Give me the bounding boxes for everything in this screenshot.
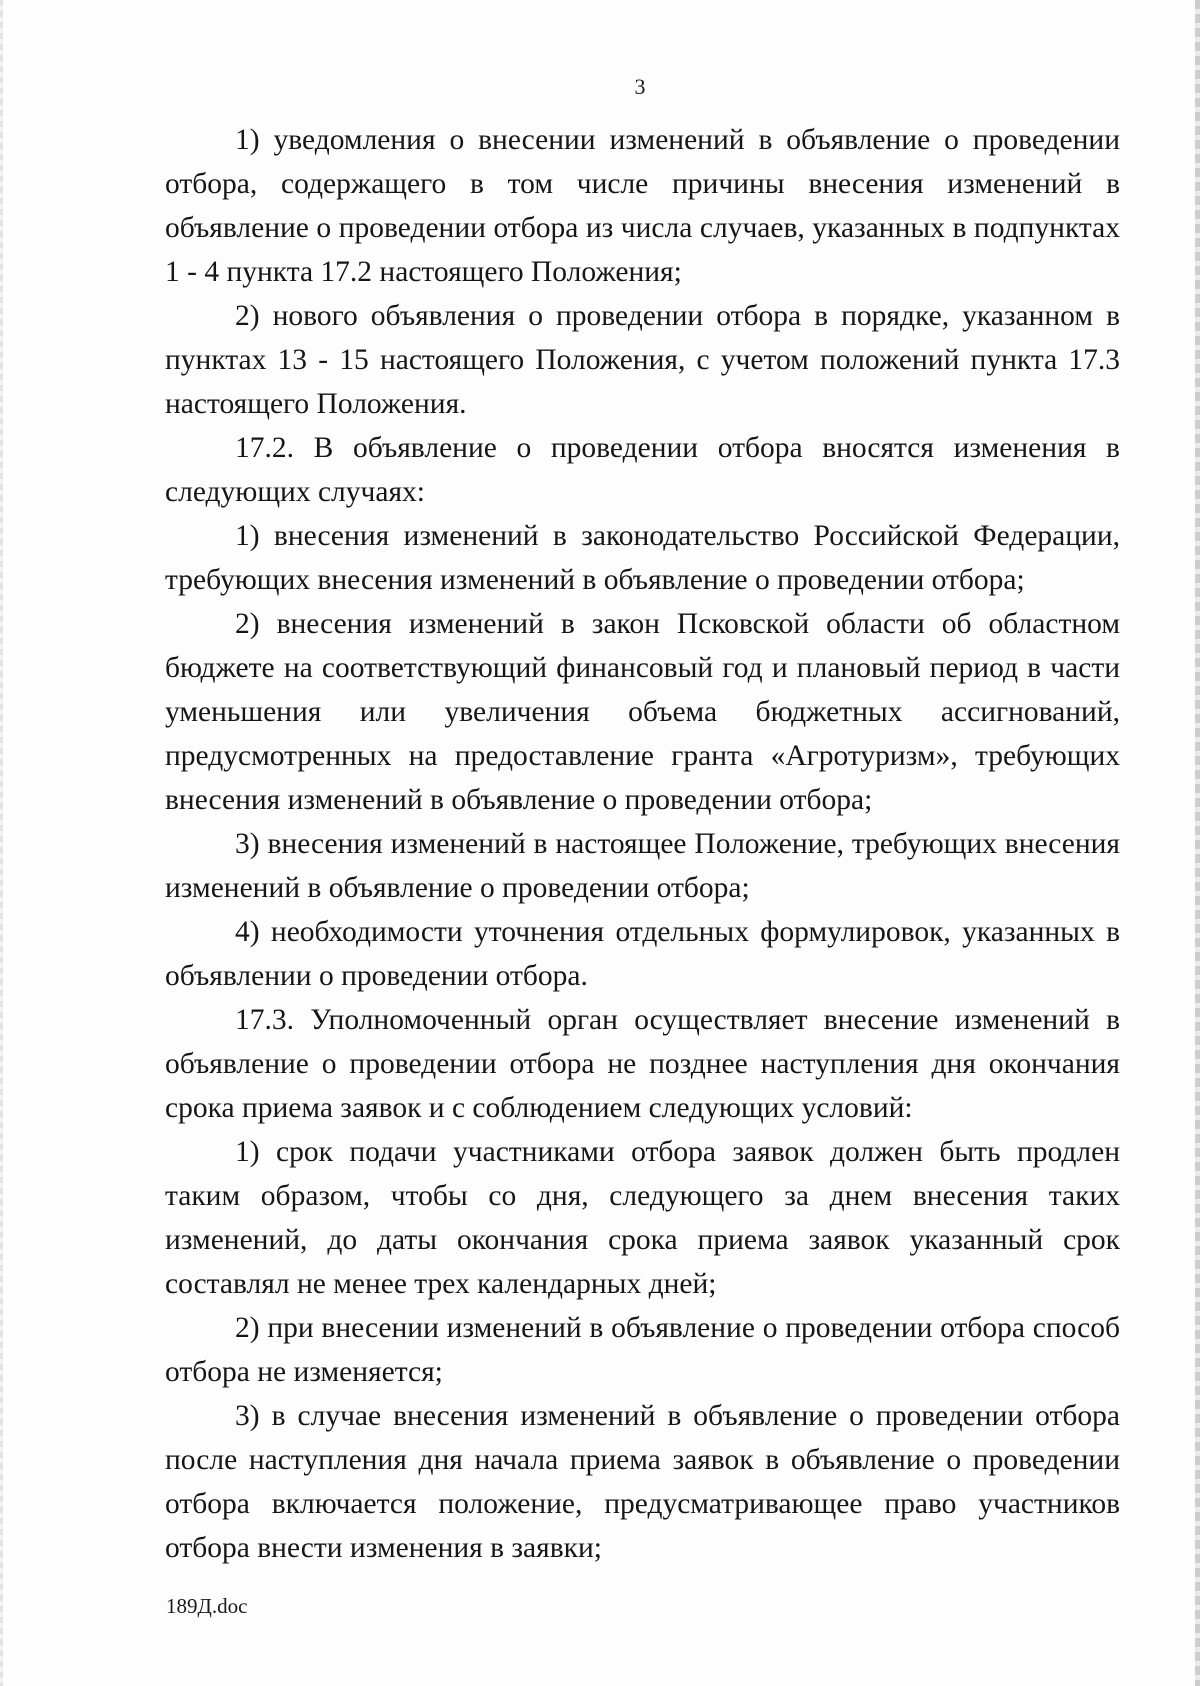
paragraph: 1) срок подачи участниками отбора заявок должен быть продлен таким образом, чтобы со дня, следующего за днем внесения таких изменений, до даты окончания срока приема заявок указанный срок составлял не менее трех календарных дней; — [165, 1136, 1120, 1300]
paragraph: 2) при внесении изменений в объявление о проведении отбора способ отбора не изменяется; — [165, 1312, 1120, 1388]
paragraph: 2) нового объявления о проведении отбора в порядке, указанном в пунктах 13 - 15 настоящего Положения, с учетом положений пункта 17.3 настоящего Положения. — [165, 300, 1120, 420]
paragraph: 4) необходимости уточнения отдельных формулировок, указанных в объявлении о проведении отбора. — [165, 916, 1120, 992]
paragraph: 1) уведомления о внесении изменений в объявление о проведении отбора, содержащего в том числе причины внесения изменений в объявление о проведении отбора из числа случаев, указанных в подпунктах 1 - 4 пункта 17.2 настоящего Положения; — [165, 124, 1120, 288]
paragraph: 3) в случае внесения изменений в объявление о проведении отбора после наступления дня начала приема заявок в объявление о проведении отбора включается положение, предусматривающее право участников отбора внести изменения в заявки; — [165, 1400, 1120, 1564]
document-filename-footer: 189Д.doc — [166, 1594, 248, 1618]
scan-edge-right — [1195, 0, 1200, 1686]
document-body — [165, 118, 1120, 1570]
paragraph: 3) внесения изменений в настоящее Положение, требующих внесения изменений в объявление о проведении отбора; — [165, 828, 1120, 904]
paragraph: 17.2. В объявление о проведении отбора вносятся изменения в следующих случаях: — [165, 432, 1120, 508]
page-number: 3 — [634, 74, 646, 99]
paragraph: 2) внесения изменений в закон Псковской области об областном бюджете на соответствующий финансовый год и плановый период в части уменьшения или увеличения объема бюджетных ассигнований, предусмотренных на предоставление гранта «Агротуризм», требующих внесения изменений в объявление о проведении отбора; — [165, 608, 1120, 816]
scan-edge-left — [0, 0, 3, 1686]
paragraph: 1) внесения изменений в законодательство Российской Федерации, требующих внесения изменений в объявление о проведении отбора; — [165, 520, 1120, 596]
paragraph: 17.3. Уполномоченный орган осуществляет внесение изменений в объявление о проведении отбора не позднее наступления дня окончания срока приема заявок и с соблюдением следующих условий: — [165, 1004, 1120, 1124]
